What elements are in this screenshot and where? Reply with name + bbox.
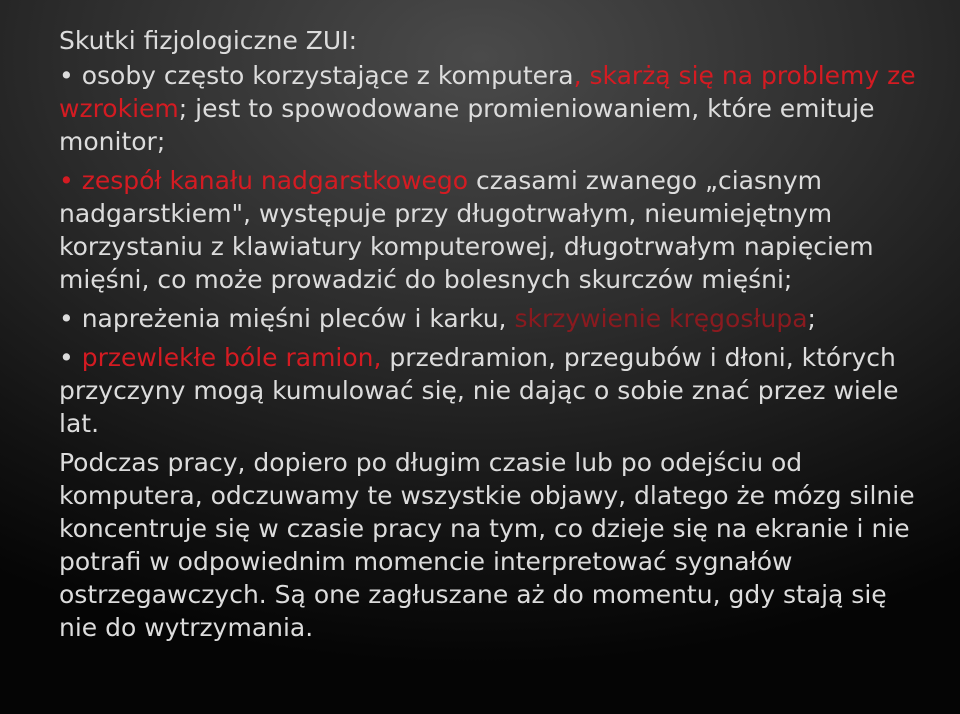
bullet-text-highlight: przewlekłe bóle ramion, [81,343,382,372]
bullet-item [59,59,929,158]
slide-content [59,24,929,644]
bullet-marker: • [59,166,74,195]
bullet-marker: • [59,61,74,90]
bullet-text: osoby często korzystające z komputera [73,61,574,90]
bullet-text: czasami zwanego „ciasnym nadgarstkiem", występuje przy długotrwałym, nieumiejętnym korzystaniu z klawiatury komputerowej, długotrwałym napięciem mięśni, co może prowadzić do bolesnych skurczów mięśni; [59,166,874,294]
bullet-text: ; [807,304,816,333]
bullet-text: ; jest to spowodowane promieniowaniem, które emituje monitor; [59,94,875,156]
bullet-text [74,343,82,372]
bullet-text-highlight: skrzywienie kręgosłupa [514,304,808,333]
bullet-text-highlight: zespół kanału nadgarstkowego [73,166,469,195]
bullet-marker: • [59,343,74,372]
bullet-marker: • [59,304,74,333]
slide-heading: Skutki fizjologiczne ZUI: [59,26,358,55]
bullet-text-highlight: , skarżą się na problemy ze wzrokiem [59,61,916,123]
bullet-text: przedramion, przegubów i dłoni, których przyczyny mogą kumulować się, nie dając o sobie znać przez wiele lat. [59,343,899,438]
bullet-item [59,164,929,296]
bullet-item [59,302,929,335]
bullet-text: napreżenia mięśni pleców i karku, [73,304,515,333]
bullet-list [59,59,929,440]
summary-paragraph: Podczas pracy, dopiero po długim czasie lub po odejściu od komputera, odczuwamy te wszystkie objawy, dlatego że mózg silnie koncentruje się w czasie pracy na tym, co dzieje się na ekranie i nie potrafi w odpowiednim momencie interpretować sygnałów ostrzegawczych. Są one zagłuszane aż do momentu, gdy stają się nie do wytrzymania. [59,448,915,642]
bullet-item [59,341,929,440]
